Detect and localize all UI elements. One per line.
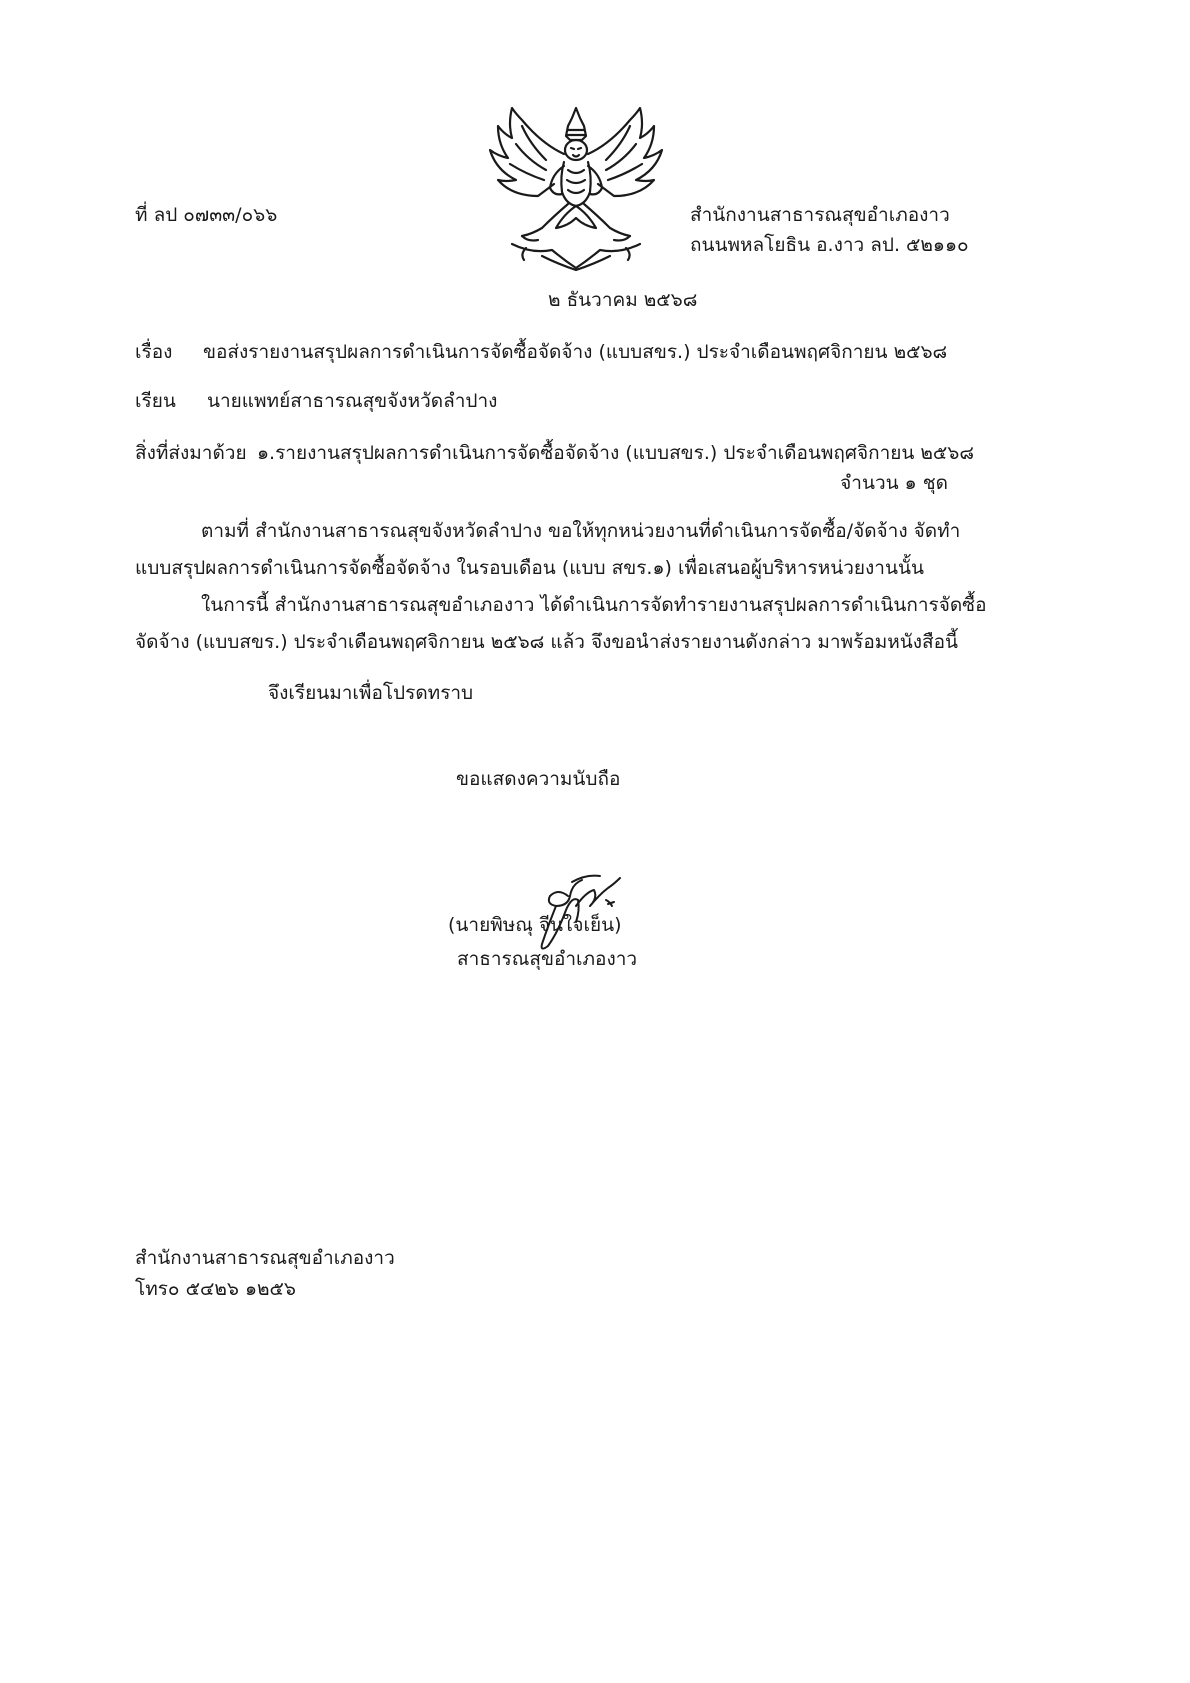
office-address: ถนนพหลโยธิน อ.งาว ลป. ๕๒๑๑๐ <box>690 234 969 256</box>
recipient-label: เรียน <box>135 390 176 412</box>
paragraph-1-line-2: แบบสรุปผลการดำเนินการจัดซื้อจัดจ้าง ในรอบเดือน (แบบ สขร.๑) เพื่อเสนอผู้บริหารหน่วยงานนั้น <box>135 557 924 579</box>
reference-number: ที่ ลป ๐๗๓๓/๐๖๖ <box>135 204 278 226</box>
subject-text: ขอส่งรายงานสรุปผลการดำเนินการจัดซื้อจัดจ้าง (แบบสขร.) ประจำเดือนพฤศจิกายน ๒๕๖๘ <box>203 341 948 363</box>
signer-title: สาธารณสุขอำเภองาว <box>457 948 638 970</box>
office-name: สำนักงานสาธารณสุขอำเภองาว <box>690 204 950 226</box>
footer-office: สำนักงานสาธารณสุขอำเภองาว <box>135 1247 395 1269</box>
paragraph-2-line-1: ในการนี้ สำนักงานสาธารณสุขอำเภองาว ได้ดำเนินการจัดทำรายงานสรุปผลการดำเนินการจัดซื้อ <box>201 594 987 616</box>
subject-label: เรื่อง <box>135 341 173 363</box>
enclosure-quantity: จำนวน ๑ ชุด <box>840 472 948 494</box>
handwritten-signature <box>528 866 638 956</box>
recipient-text: นายแพทย์สาธารณสุขจังหวัดลำปาง <box>207 390 498 412</box>
closing-request: จึงเรียนมาเพื่อโปรดทราบ <box>268 682 474 704</box>
garuda-emblem-icon <box>482 104 670 272</box>
enclosure-item: ๑.รายงานสรุปผลการดำเนินการจัดซื้อจัดจ้าง (แบบสขร.) ประจำเดือนพฤศจิกายน ๒๕๖๘ <box>257 442 975 464</box>
enclosure-label: สิ่งที่ส่งมาด้วย <box>135 442 247 464</box>
signer-name: (นายพิษณุ จีนใจเย็น) <box>448 914 622 936</box>
letter-date: ๒ ธันวาคม ๒๕๖๘ <box>548 289 698 311</box>
salutation: ขอแสดงความนับถือ <box>456 768 621 790</box>
paragraph-1-line-1: ตามที่ สำนักงานสาธารณสุขจังหวัดลำปาง ขอให้ทุกหน่วยงานที่ดำเนินการจัดซื้อ/จัดจ้าง จัดทำ <box>201 520 961 542</box>
paragraph-2-line-2: จัดจ้าง (แบบสขร.) ประจำเดือนพฤศจิกายน ๒๕๖๘ แล้ว จึงขอนำส่งรายงานดังกล่าว มาพร้อมหนังสือนี้ <box>135 631 959 653</box>
footer-phone: โทร๐ ๕๔๒๖ ๑๒๕๖ <box>135 1278 296 1300</box>
